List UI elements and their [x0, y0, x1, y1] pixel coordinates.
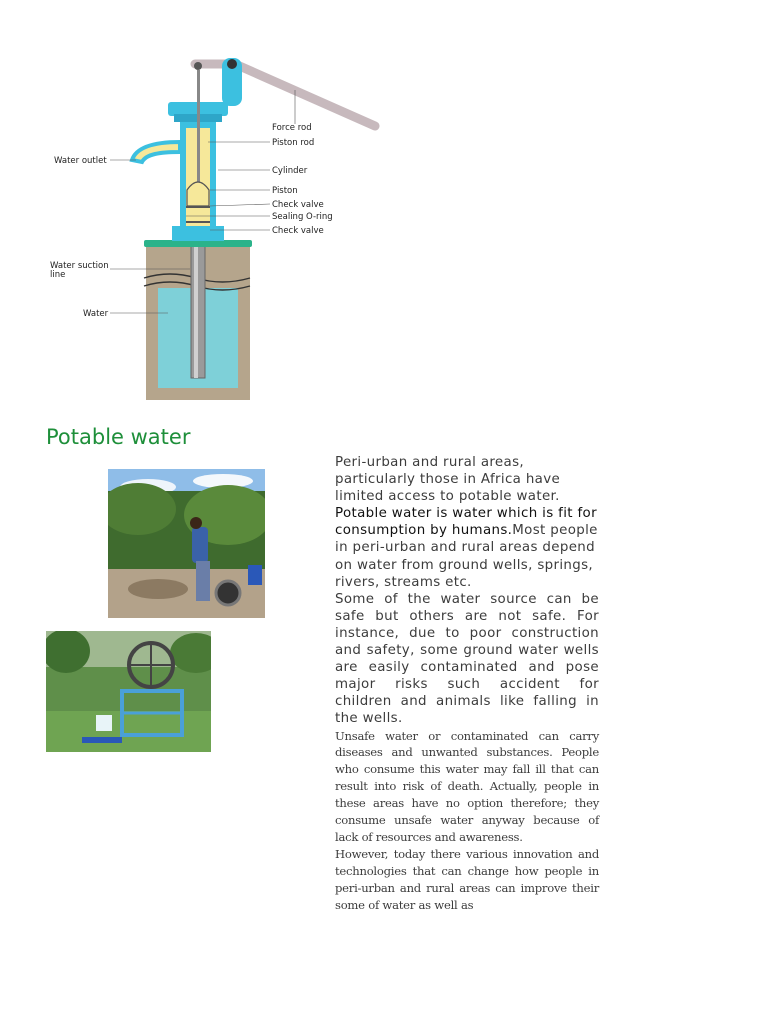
- piston-rod: [197, 70, 200, 182]
- well-worker-photo: [108, 469, 265, 618]
- label-water-suction-2: line: [50, 270, 66, 280]
- label-water-outlet: Water outlet: [54, 156, 107, 166]
- paragraph-intro: [335, 454, 599, 591]
- label-cylinder: Cylinder: [272, 166, 308, 176]
- paragraph-innovation: However, today there various innovation and technologies that can change how people in peri-urban and rural areas can improve their some of water as well as: [335, 846, 599, 912]
- base-plate: [144, 240, 252, 247]
- potable-definition: Potable water is water which is fit for consumption by humans.: [335, 506, 597, 539]
- paragraph-safety: Some of the water source can be safe but others are not safe. For instance, due to poor construction and safety, some ground water wells are easily contaminated and pose major risks such accident for children and animals like falling in the wells.: [335, 591, 599, 727]
- label-sealing-oring: Sealing O-ring: [272, 212, 333, 222]
- label-force-rod: Force rod: [272, 123, 312, 133]
- hand-pump-diagram: [40, 50, 390, 405]
- label-water-suction-1: Water suction: [50, 261, 109, 271]
- label-check-valve-upper: Check valve: [272, 200, 324, 210]
- piston: [187, 182, 209, 206]
- intro-tail: Most people in peri-urban and rural areas depend on water from ground wells, springs, rivers, streams etc.: [335, 523, 598, 590]
- label-water: Water: [83, 309, 109, 319]
- paragraph-unsafe-water: Unsafe water or contaminated can carry diseases and unwanted substances. People who consume this water may fall ill that can result into risk of death. Actually, people in these areas have no option therefore; they consume unsafe water anyway because of lack of resources and awareness.: [335, 728, 599, 844]
- intro-lead: Peri-urban and rural areas, particularly those in Africa have limited access to potable water.: [335, 455, 561, 505]
- well-pump-structure-photo: [46, 631, 211, 752]
- article-body: [335, 454, 599, 913]
- label-piston: Piston: [272, 186, 298, 196]
- label-check-valve-lower: Check valve: [272, 226, 324, 236]
- water-outlet-spout: [132, 142, 180, 162]
- label-piston-rod: Piston rod: [272, 138, 315, 148]
- section-title: Potable water: [46, 425, 191, 449]
